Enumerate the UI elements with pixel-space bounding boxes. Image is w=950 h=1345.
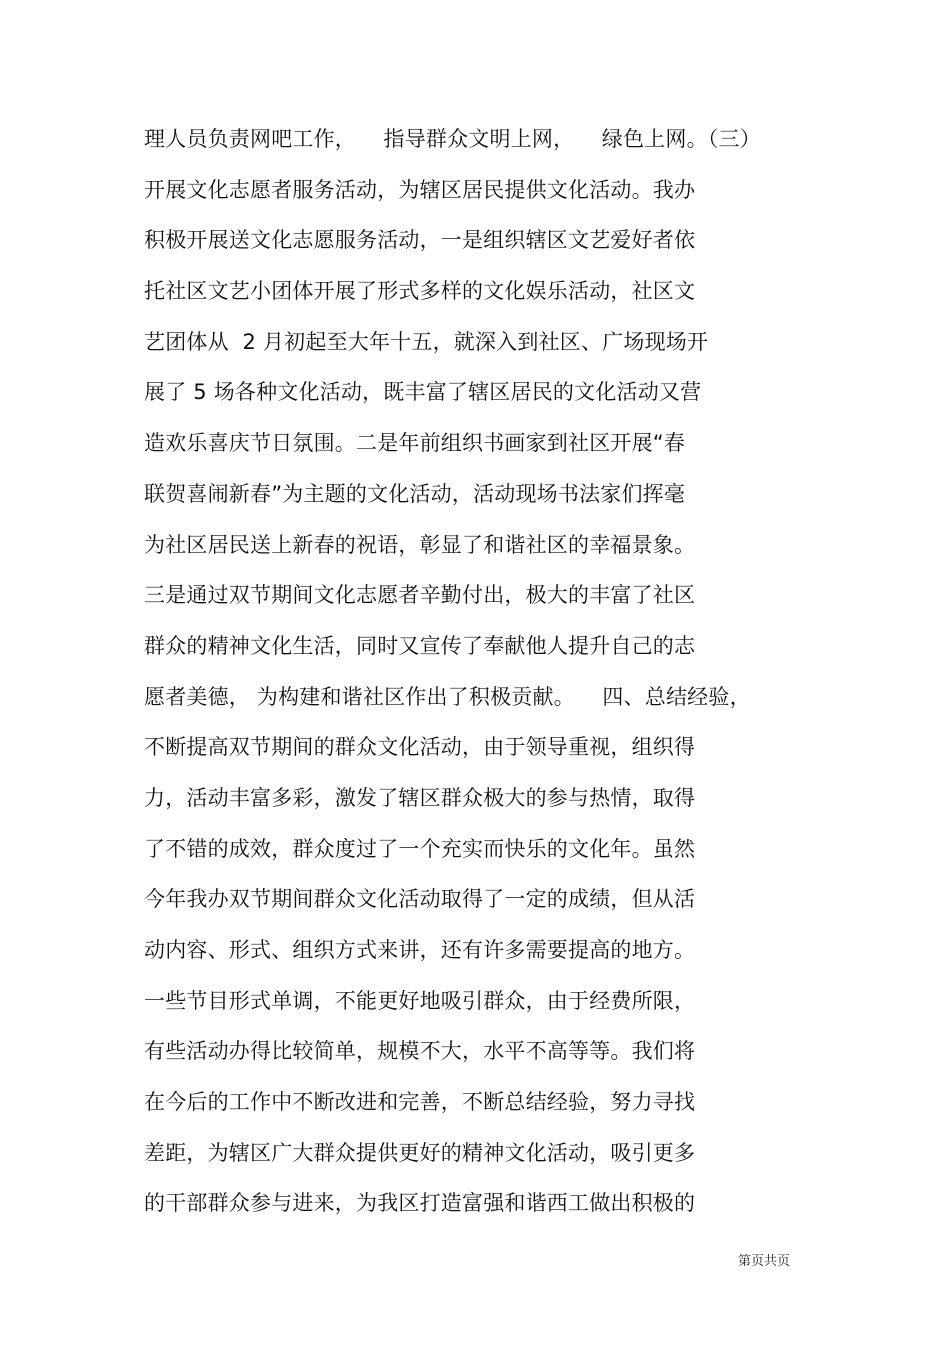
text-line: 差距，为辖区广大群众提供更好的精神文化活动，吸引更多 <box>144 1140 696 1165</box>
text-line: 造欢乐喜庆节日氛围。二是年前组织书画家到社区开展“春 <box>144 431 686 456</box>
text-line: 艺团体从 2 月初起至大年十五，就深入到社区、广场现场开 <box>144 329 709 354</box>
text-line: 愿者美德， 为构建和谐社区作出了积极贡献。 四、总结经验， <box>144 684 751 709</box>
text-line: 群众的精神文化生活，同时又宣传了奉献他人提升自己的志 <box>144 633 696 658</box>
text-line: 开展文化志愿者服务活动，为辖区居民提供文化活动。我办 <box>144 177 696 202</box>
text-line: 力，活动丰富多彩，激发了辖区群众极大的参与热情，取得 <box>144 785 696 810</box>
text-line: 理人员负责网吧工作， 指导群众文明上网， 绿色上网。（三） <box>144 127 761 151</box>
text-line: 三是通过双节期间文化志愿者辛勤付出，极大的丰富了社区 <box>144 583 696 608</box>
text-line: 今年我办双节期间群众文化活动取得了一定的成绩，但从活 <box>144 887 696 912</box>
text-line: 展了 5 场各种文化活动，既丰富了辖区居民的文化活动又营 <box>144 380 702 405</box>
page-footer: 第页共页 <box>738 1254 791 1269</box>
text-line: 积极开展送文化志愿服务活动，一是组织辖区文艺爱好者依 <box>144 228 696 253</box>
text-line: 的干部群众参与进来，为我区打造富强和谐西工做出积极的 <box>144 1191 696 1216</box>
text-line: 联贺喜闹新春”为主题的文化活动，活动现场书法家们挥毫 <box>144 481 686 506</box>
text-line: 一些节目形式单调，不能更好地吸引群众，由于经费所限， <box>144 988 696 1013</box>
text-line: 托社区文艺小团体开展了形式多样的文化娱乐活动，社区文 <box>144 279 696 304</box>
text-line: 在今后的工作中不断改进和完善，不断总结经验，努力寻找 <box>144 1090 696 1115</box>
text-line: 为社区居民送上新春的祝语，彰显了和谐社区的幸福景象。 <box>144 532 696 557</box>
text-line: 了不错的成效，群众度过了一个充实而快乐的文化年。虽然 <box>144 836 696 861</box>
text-line: 有些活动办得比较简单，规模不大，水平不高等等。我们将 <box>144 1039 696 1064</box>
text-line: 不断提高双节期间的群众文化活动，由于领导重视，组织得 <box>144 735 696 760</box>
text-line: 动内容、形式、组织方式来讲，还有许多需要提高的地方。 <box>144 938 696 962</box>
body-text <box>144 117 804 1232</box>
